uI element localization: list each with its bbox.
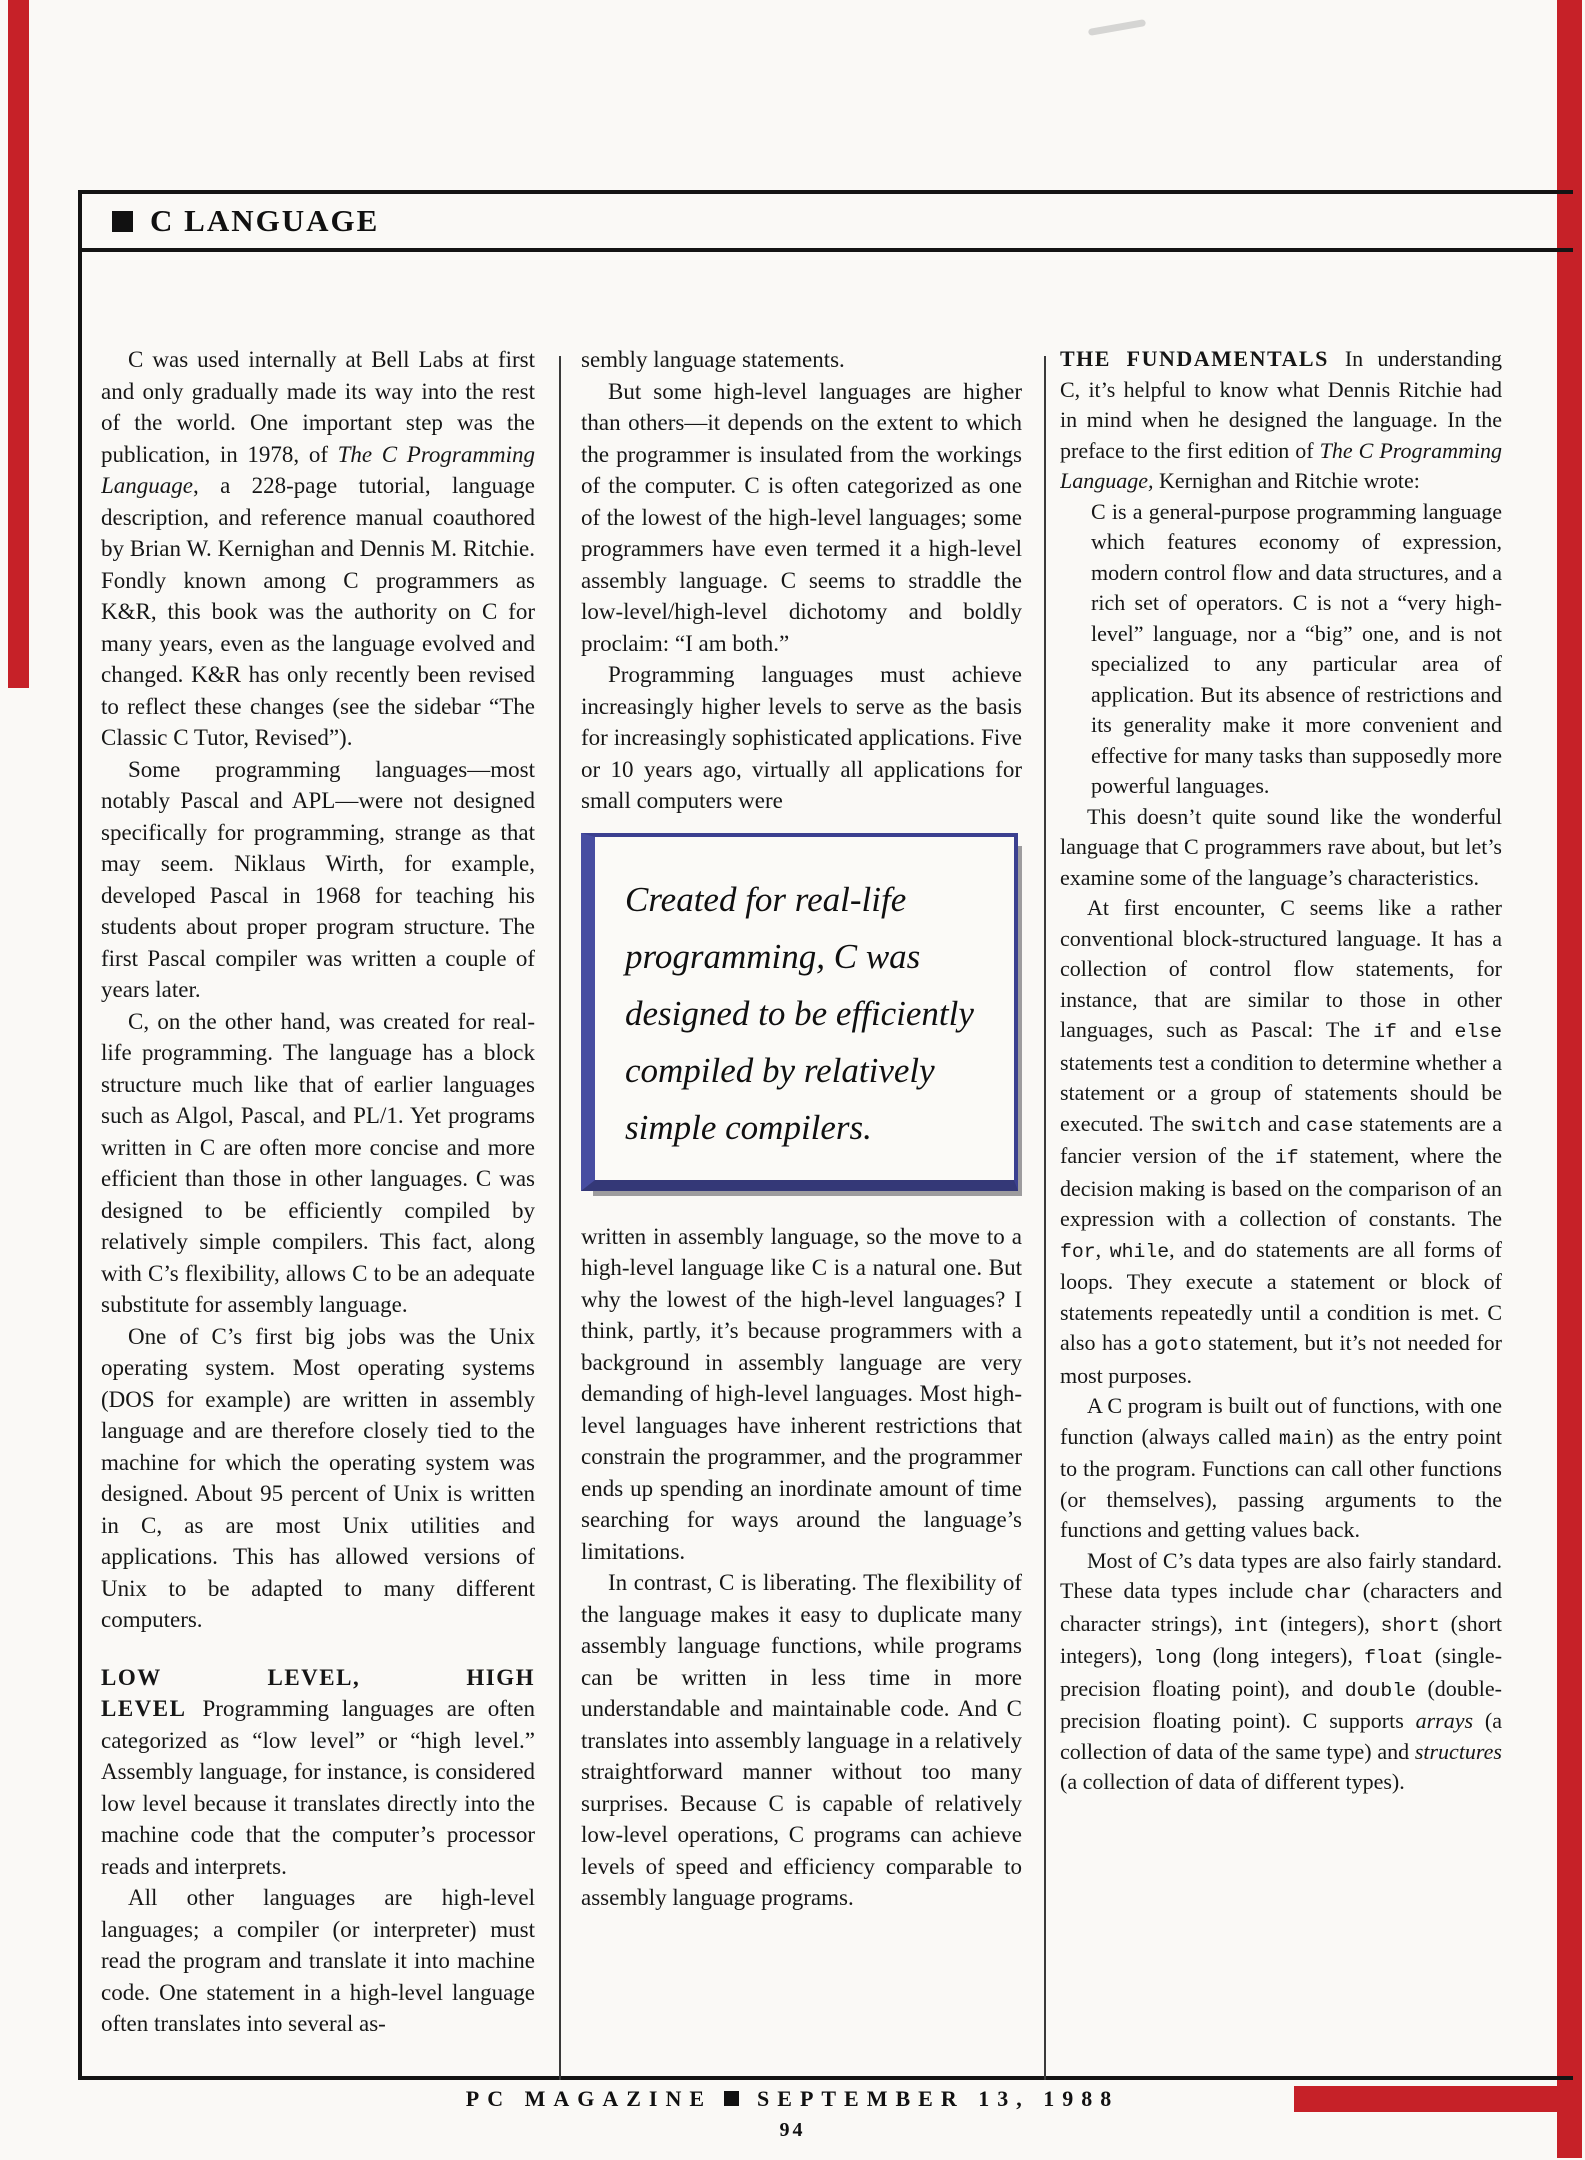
paragraph: At first encounter, C seems like a rather conventional block-structured language. It has a collection of control flow statements, for instance, that are similar to those in other languages, such as Pascal: The if and else statements test a condition to determine whether a statement or a group of statements should be executed. The switch and case statements are a fancier version of the if statement, where the decision making is based on the comparison of an expression with a collection of constants. The for, while, and do statements are all forms of loops. They execute a statement or block of statements repeatedly until a condition is met. C also has a goto statement, but it’s not needed for most purposes. xyxy=(1060,895,1502,1388)
code-term: char xyxy=(1304,1582,1352,1604)
code-term: float xyxy=(1364,1647,1424,1669)
code-term: if xyxy=(1373,1021,1397,1043)
code-term: goto xyxy=(1154,1334,1202,1356)
section-title: C LANGUAGE xyxy=(150,203,380,238)
code-term: for xyxy=(1060,1240,1096,1263)
paragraph: Programming languages must achieve increasingly higher levels to serve as the basis for increasingly sophisticated applications. Five or 10 years ago, virtually all applications for small computers were xyxy=(581,662,1022,813)
column-rule xyxy=(1044,356,1046,2080)
scan-smudge xyxy=(1088,19,1146,36)
run-in-heading: LOW LEVEL, HIGH LEVEL xyxy=(101,1664,535,1721)
run-in-heading: THE FUNDAMENTALS xyxy=(1060,346,1329,371)
code-term: case xyxy=(1305,1114,1354,1137)
paragraph: One of C’s first big jobs was the Unix operating system. Most operating systems (DOS for example) are written in assembly language and are therefore closely tied to the machine for which the operating system was designed. About 95 percent of Unix is written in C, as are most Unix utilities and applications. This has allowed versions of Unix to be adapted to many different computers. xyxy=(101,1323,535,1632)
italic-text: The C Programming Language, xyxy=(1060,437,1502,493)
paragraph: written in assembly language, so the move to a high-level language like C is a natural one. But why the lowest of the high-level languages? I think, partly, it’s because programmers with a background in assembly language are very demanding of high-level languages. Most high-level languages have inherent restrictions that constrain the programmer, and the programmer ends up spending an inordinate amount of time searching for ways around the language’s limitations. xyxy=(581,1223,1022,1564)
page-edge-red-strip-left xyxy=(8,0,29,688)
column-rule xyxy=(559,356,561,2080)
section-header xyxy=(78,194,1573,252)
code-term: switch xyxy=(1190,1114,1262,1137)
pull-quote-box xyxy=(581,833,1018,1191)
page-number: 94 xyxy=(779,2119,806,2141)
footer xyxy=(0,2086,1585,2112)
footer-magazine: PC MAGAZINE xyxy=(465,2086,713,2111)
code-term: short xyxy=(1380,1614,1440,1637)
text-column-3 xyxy=(1060,344,1502,2080)
paragraph: C was used internally at Bell Labs at first and only gradually made its way into the rest of the world. One important step was the publication, in 1978, of The C Programming Language, a 228-page tutorial, language description, and reference manual coauthored by Brian W. Kernighan and Dennis M. Ritchie. Fondly known among C programmers as K&R, this book was the authority on C for many years, even as the language evolved and changed. K&R has only recently been revised to reflect these changes (see the sidebar “The Classic C Tutor, Revised”). xyxy=(101,347,535,750)
paragraph: All other languages are high-level languages; a compiler (or interpreter) must read the program and translate it into machine code. One statement in a high-level language often translates into several as- xyxy=(101,1885,535,2036)
code-term: do xyxy=(1223,1240,1248,1263)
text-column-2 xyxy=(581,344,1022,2080)
paragraph: In contrast, C is liberating. The flexibility of the language makes it easy to duplicate many assembly language functions, while programs can be written in less time in more understandable and maintainable code. And C translates into assembly language in a relatively straightforward manner without too many surprises. Because C is capable of relatively low-level operations, C programs can achieve levels of speed and efficiency comparable to assembly language programs. xyxy=(581,1570,1022,1910)
italic-text: arrays xyxy=(1415,1708,1474,1733)
code-term: double xyxy=(1344,1679,1416,1702)
paragraph: LOW LEVEL, HIGH LEVEL Programming languages are often categorized as “low level” or “high level.” Assembly language, for instance, is considered low level because it translates directly into the machine code that the computer’s processor reads and interprets. xyxy=(101,1664,535,1879)
code-term: else xyxy=(1454,1021,1502,1043)
paragraph: THE FUNDAMENTALS In understanding C, it’s helpful to know what Dennis Ritchie had in mind when he designed the language. In the preface to the first edition of The C Programming Language, Kernighan and Ritchie wrote: xyxy=(1060,346,1502,493)
code-term: int xyxy=(1233,1614,1270,1637)
code-term: if xyxy=(1274,1147,1299,1169)
paragraph: sembly language statements. xyxy=(581,347,845,372)
square-bullet-icon xyxy=(724,2091,739,2106)
paragraph: A C program is built out of functions, with one function (always called main) as the entry point to the program. Functions can call other functions (or themselves), passing arguments to the functions and getting values back. xyxy=(1060,1393,1502,1542)
paragraph: Some programming languages—most notably Pascal and APL—were not designed specifically for programming, strange as that may seem. Niklaus Wirth, for example, developed Pascal in 1968 for teaching his students about proper program structure. The first Pascal compiler was written a couple of years later. xyxy=(101,756,535,1002)
block-quote: C is a general-purpose programming language which features economy of expression, modern control flow and data structures, and a rich set of operators. C is not a “very high-level” language, nor a “big” one, and is not specialized to any particular area of application. But its absence of restrictions and its generality make it more convenient and effective for many tasks than supposedly more powerful languages. xyxy=(1091,498,1502,798)
paragraph: Most of C’s data types are also fairly standard. These data types include char (characters and character strings), int (integers), short (short integers), long (long integers), float (single-precision floating point), and double (double-precision floating point). C supports arrays (a collection of data of the same type) and structures (a collection of data of different types). xyxy=(1060,1547,1502,1794)
footer-date: SEPTEMBER 13, 1988 xyxy=(757,2086,1120,2111)
code-term: long xyxy=(1153,1647,1202,1669)
italic-text: The C Programming Language xyxy=(101,441,535,498)
paragraph: This doesn’t quite sound like the wonderful language that C programmers rave about, but let’s examine some of the language’s characteristics. xyxy=(1060,803,1502,890)
square-bullet-icon xyxy=(112,211,133,232)
code-term: while xyxy=(1109,1240,1170,1263)
pull-quote-text: Created for real-life programming, C was designed to be efficiently compiled by relatively simple compilers. xyxy=(625,879,974,1147)
paragraph: But some high-level languages are higher than others—it depends on the extent to which the programmer is insulated from the workings of the computer. C is often categorized as one of the lowest of the high-level languages; some programmers have even termed it a high-level assembly language. C seems to straddle the low-level/high-level dichotomy and boldly proclaim: “I am both.” xyxy=(581,378,1022,656)
code-term: main xyxy=(1278,1427,1327,1450)
text-column-1 xyxy=(101,344,535,2080)
paragraph: C, on the other hand, was created for real-life programming. The language has a block structure much like that of earlier languages such as Algol, Pascal, and PL/1. Yet programs written in C are often more concise and more efficient than those in other languages. C was designed to be efficiently compiled by relatively simple compilers. This fact, along with C’s flexibility, allows C to be an adequate substitute for assembly language. xyxy=(101,1008,535,1317)
italic-text: structures xyxy=(1414,1738,1502,1764)
